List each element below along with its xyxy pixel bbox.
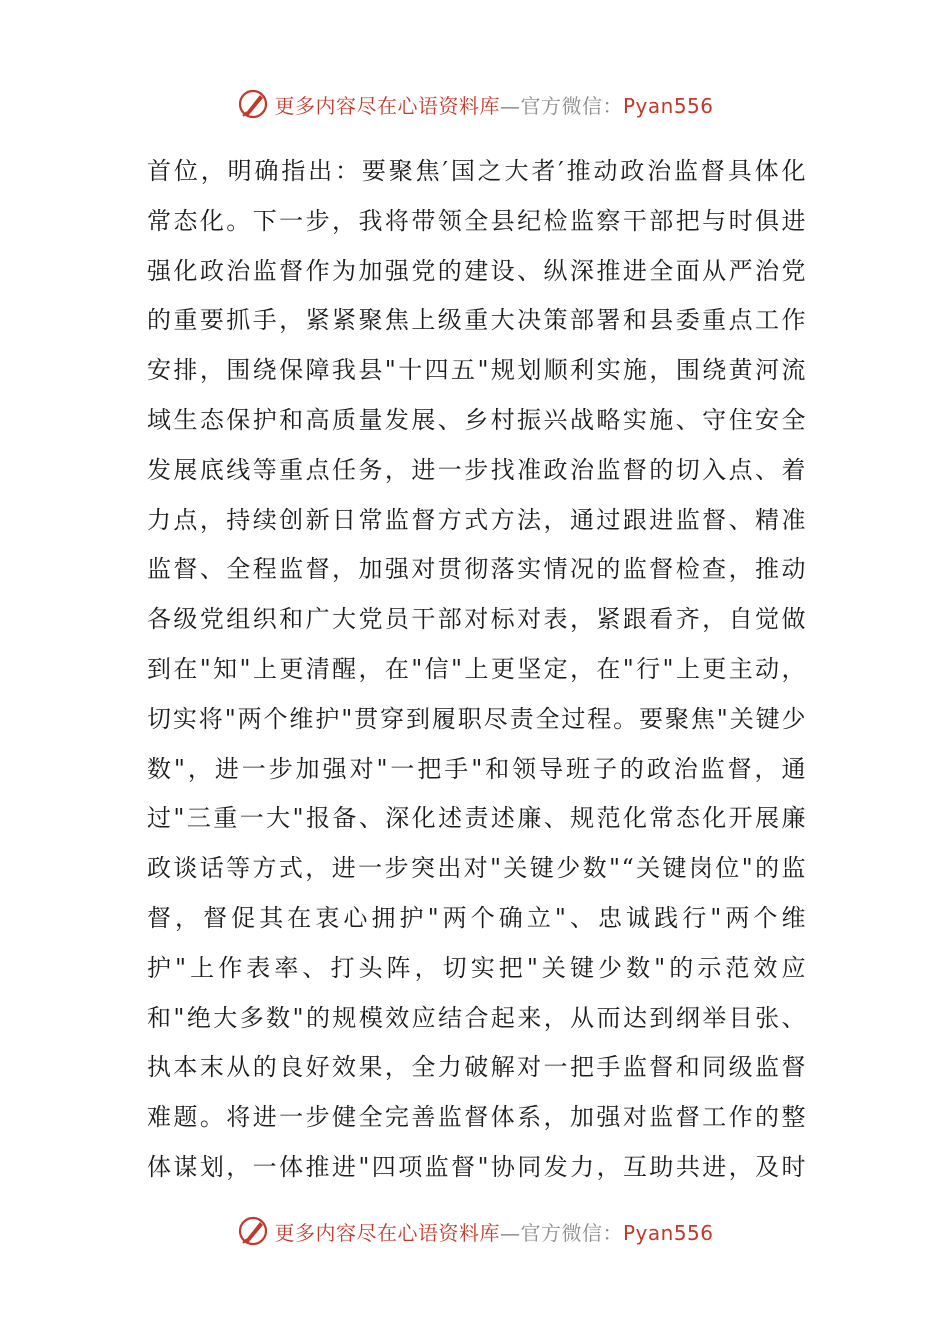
body-line: 过"三重一大"报备、深化述责述廉、规范化常态化开展廉 — [147, 804, 807, 833]
watermark-text — [274, 90, 713, 119]
body-line: 强化政治监督作为加强党的建设、纵深推进全面从严治党 — [147, 256, 807, 285]
watermark-label: 官方微信： — [520, 93, 623, 118]
quill-pen-logo-icon — [236, 87, 270, 121]
watermark-main-text: 更多内容尽在心语资料库 — [274, 93, 500, 118]
body-line: 发展底线等重点任务，进一步找准政治监督的切入点、着 — [147, 455, 807, 484]
body-line: 的重要抓手，紧紧聚焦上级重大决策部署和县委重点工作 — [147, 306, 807, 335]
body-line: 安排，围绕保障我县"十四五"规划顺利实施，围绕黄河流 — [147, 356, 807, 385]
body-line: 常态化。下一步，我将带领全县纪检监察干部把与时俱进 — [147, 206, 807, 235]
header-watermark-banner — [0, 84, 950, 124]
footer-watermark-banner — [0, 1211, 950, 1251]
watermark-main-text: 更多内容尽在心语资料库 — [274, 1220, 500, 1245]
body-line: 督，督促其在衷心拥护"两个确立"、忠诚践行"两个维 — [147, 903, 807, 932]
watermark-wechat-id: Pyan556 — [622, 93, 714, 118]
body-line: 执本末从的良好效果，全力破解对一把手监督和同级监督 — [147, 1053, 807, 1082]
quill-pen-logo-icon — [236, 1214, 270, 1248]
watermark-wechat-id: Pyan556 — [622, 1220, 714, 1245]
body-line: 各级党组织和广大党员干部对标对表，紧跟看齐，自觉做 — [147, 605, 807, 634]
body-line: 政谈话等方式，进一步突出对"关键少数"“关键岗位"的监 — [147, 854, 807, 883]
body-line: 力点，持续创新日常监督方式方法，通过跟进监督、精准 — [147, 505, 807, 534]
body-line: 体谋划，一体推进"四项监督"协同发力，互助共进，及时 — [147, 1152, 807, 1181]
body-line: 和"绝大多数"的规模效应结合起来，从而达到纲举目张、 — [147, 1003, 807, 1032]
watermark-label: 官方微信： — [520, 1220, 623, 1245]
body-line: 难题。将进一步健全完善监督体系，加强对监督工作的整 — [147, 1103, 807, 1132]
body-line: 到在"知"上更清醒，在"信"上更坚定，在"行"上更主动， — [147, 654, 807, 683]
watermark-text — [274, 1217, 713, 1246]
watermark-dash: — — [499, 93, 521, 118]
body-line: 监督、全程监督，加强对贯彻落实情况的监督检查，推动 — [147, 555, 807, 584]
body-line: 切实将"两个维护"贯穿到履职尽责全过程。要聚焦"关键少 — [147, 704, 807, 733]
document-body — [147, 147, 807, 1193]
watermark-dash: — — [499, 1220, 521, 1245]
body-line: 护"上作表率、打头阵，切实把"关键少数"的示范效应 — [147, 953, 807, 982]
body-line: 首位，明确指出：要聚焦′国之大者′推动政治监督具体化 — [147, 157, 807, 185]
body-line: 域生态保护和高质量发展、乡村振兴战略实施、守住安全 — [147, 405, 807, 434]
body-line: 数"，进一步加强对"一把手"和领导班子的政治监督，通 — [147, 754, 807, 783]
